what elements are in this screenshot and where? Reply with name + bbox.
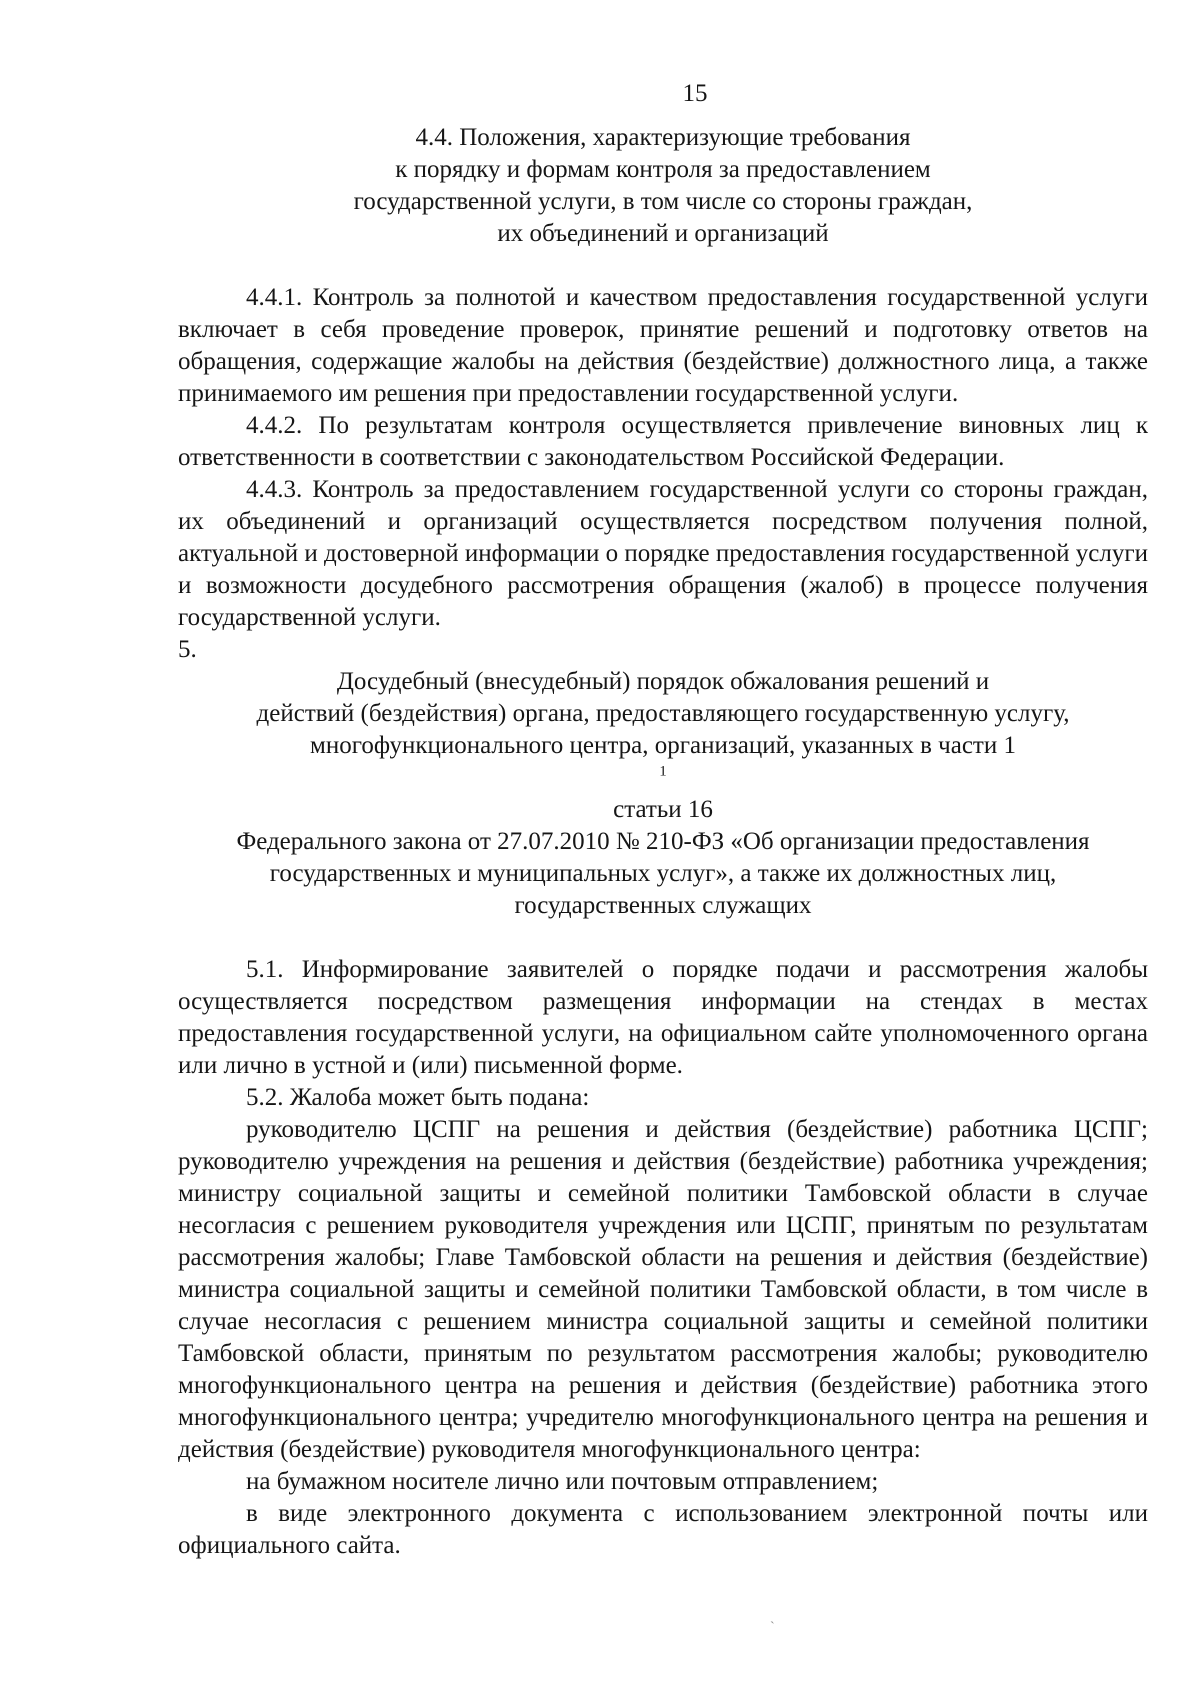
superscript: 1 bbox=[659, 763, 667, 780]
paragraph-5-2-recipients: руководителю ЦСПГ на решения и действия (бездействие) работника ЦСПГ; руководителю учреждения на решения и действия (бездействие) работника учреждения; министру социальной защиты и семейной политики Тамбовской области в случае несогласия с решением руководителя учреждения или ЦСПГ, принятым по результатам рассмотрения жалобы; Главе Тамбовской области на решения и действия (бездействие) министра социальной защиты и семейной политики Тамбовской области, в том числе в случае несогласия с решением министра социальной защиты и семейной политики Тамбовской области, принятым по результатом рассмотрения жалобы; руководителю многофункционального центра на решения и действия (бездействие) работника этого многофункционального центра; учредителю многофункционального центра на решения и действия (бездействие) руководителя многофункционального центра: bbox=[178, 1116, 1148, 1463]
heading-line: их объединений и организаций bbox=[497, 220, 829, 247]
section-5-heading bbox=[178, 634, 1148, 922]
heading-text: Досудебный (внесудебный) порядок обжалования решений и bbox=[336, 668, 990, 695]
scan-speck: ` bbox=[770, 1620, 775, 1635]
paragraph-5-2: 5.2. Жалоба может быть подана: bbox=[246, 1084, 590, 1111]
heading-line: 4.4. Положения, характеризующие требования bbox=[415, 124, 911, 151]
paragraph-paper-submission: на бумажном носителе лично или почтовым отправлением; bbox=[246, 1468, 879, 1495]
heading-line: Федерального закона от 27.07.2010 № 210-ФЗ «Об организации предоставления bbox=[236, 828, 1090, 855]
section-5-number: 5. bbox=[178, 636, 197, 663]
heading-line: государственной услуги, в том числе со стороны граждан, bbox=[353, 188, 973, 215]
section-4-4-heading bbox=[178, 122, 1148, 250]
heading-line bbox=[178, 634, 1148, 698]
paragraph-4-4-2: 4.4.2. По результатам контроля осуществляется привлечение виновных лиц к ответственности в соответствии с законодательством Российской Федерации. bbox=[178, 412, 1148, 471]
heading-text: многофункционального центра, организаций, указанных в части 1 bbox=[310, 732, 1016, 759]
paragraph-4-4-1: 4.4.1. Контроль за полнотой и качеством предоставления государственной услуги включает в себя проведение проверок, принятие решений и подготовку ответов на обращения, содержащие жалобы на действия (бездействие) должностного лица, а также принимаемого им решения при предоставлении государственной услуги. bbox=[178, 284, 1148, 407]
paragraph-electronic-submission: в виде электронного документа с использованием электронной почты или официального сайта. bbox=[178, 1500, 1148, 1559]
heading-text: статьи 16 bbox=[613, 796, 713, 823]
heading-line: государственных служащих bbox=[514, 892, 812, 919]
paragraph-5-1: 5.1. Информирование заявителей о порядке подачи и рассмотрения жалобы осуществляется посредством размещения информации на стендах в местах предоставления государственной услуги, на официальном сайте уполномоченного органа или лично в устной и (или) письменной форме. bbox=[178, 956, 1148, 1079]
heading-line: государственных и муниципальных услуг», а также их должностных лиц, bbox=[269, 860, 1057, 887]
heading-line: к порядку и формам контроля за предоставлением bbox=[395, 156, 931, 183]
heading-line: действий (бездействия) органа, предоставляющего государственную услугу, bbox=[256, 700, 1070, 727]
document-body bbox=[178, 122, 1148, 1562]
heading-line bbox=[178, 730, 1148, 826]
paragraph-4-4-3: 4.4.3. Контроль за предоставлением государственной услуги со стороны граждан, их объединений и организаций осуществляется посредством получения полной, актуальной и достоверной информации о порядке предоставления государственной услуги и возможности досудебного рассмотрения обращения (жалоб) в процессе получения государственной услуги. bbox=[178, 476, 1148, 631]
page-number: 15 bbox=[682, 80, 708, 107]
